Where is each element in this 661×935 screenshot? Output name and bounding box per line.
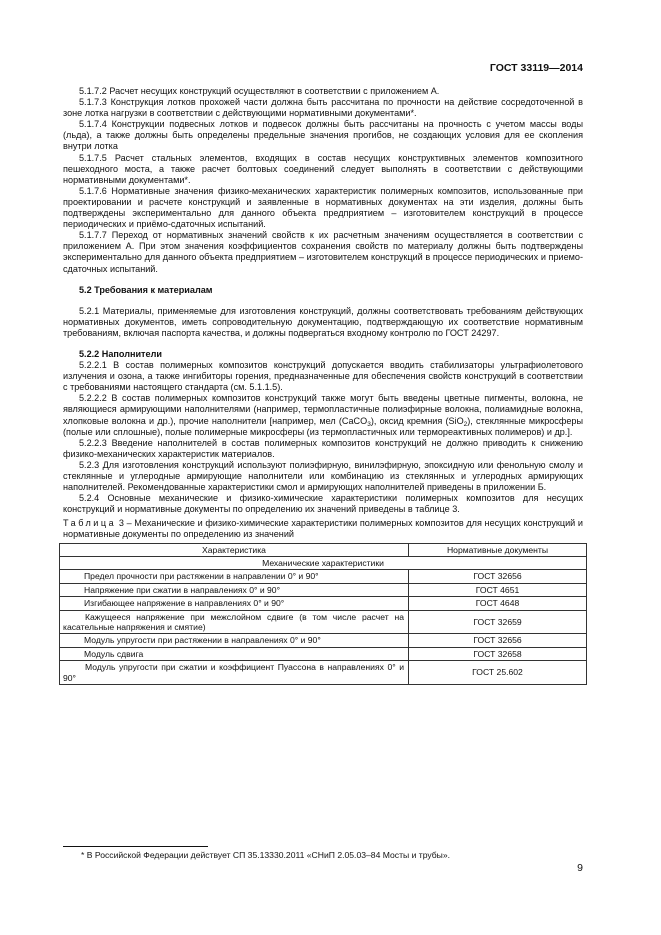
cell-document: ГОСТ 32656 — [409, 634, 587, 647]
characteristics-table — [59, 543, 587, 685]
paragraph-5-1-7-6: 5.1.7.6 Нормативные значения физико-механических характеристик полимерных композитов, использованные при проектировании и расчете конструкций и заявленные в нормативных документах на эти изделия, должны быть подтверждены экспериментально для данного объекта предприятием – изготовителем конструкций в процессе периодических и приёмо-сдаточных испытаний. — [63, 185, 583, 230]
cell-characteristic: Модуль упругости при сжатии и коэффициент Пуассона в направлениях 0° и 90° — [60, 661, 409, 685]
paragraph-5-2-2-1: 5.2.2.1 В состав полимерных композитов конструкций допускается вводить стабилизаторы ультрафиолетового излучения и озона, а также ингибиторы горения, предназначенные для обеспечения свойств конструкций в соответствии с требованиями настоящего стандарта (см. 5.1.1.5). — [63, 360, 583, 393]
paragraph-5-2-2-3: 5.2.2.3 Введение наполнителей в состав полимерных композитов конструкций не должно приводить к снижению физико-механических характеристик материалов. — [63, 437, 583, 459]
paragraph-5-1-7-3: 5.1.7.3 Конструкция лотков прохожей части должна быть рассчитана по прочности на действие сосредоточенной в зоне лотка нагрузки в соответствии с действующими нормативными документами*. — [63, 97, 583, 119]
paragraph-5-1-7-7: 5.1.7.7 Переход от нормативных значений свойств к их расчетным значениям осуществляется в соответствии с приложением А. При этом значения коэффициентов сохранения свойств по материалу должны быть подтверждены экспериментально для данного объекта предприятием – изготовителем конструкций в процессе периодических и приемо-сдаточных испытаний. — [63, 230, 583, 274]
standard-header: ГОСТ 33119—2014 — [489, 62, 583, 74]
table-row — [60, 570, 587, 583]
table-row — [60, 583, 587, 596]
table-row — [60, 597, 587, 610]
paragraph-5-1-7-2: 5.1.7.2 Расчет несущих конструкций осуществляют в соответствии с приложением А. — [79, 86, 440, 96]
paragraph-5-2-3: 5.2.3 Для изготовления конструкций используют полиэфирную, винилэфирную, эпоксидную или фенольную смолу и стеклянные и углеродные армирующие наполнители или комбинацию из стеклянных и углеродных армирующих наполнителей. Рекомендованные характеристики смол и армирующих наполнителей приведены в приложении Б. — [63, 459, 583, 493]
cell-document: ГОСТ 4648 — [409, 597, 587, 610]
col-header-characteristic: Характеристика — [60, 543, 409, 556]
cell-characteristic: Модуль упругости при растяжении в направлениях 0° и 90° — [60, 634, 409, 647]
paragraph-5-1-7-4: 5.1.7.4 Конструкции подвесных лотков и подвесок должны быть рассчитаны на прочность с учетом массы воды (льда), а также должны быть определены предельные значения прогибов, не создающих условия для ее скопления внутри лотка — [63, 119, 583, 152]
cell-characteristic: Напряжение при сжатии в направлениях 0° и 90° — [60, 583, 409, 596]
paragraph-5-2-1: 5.2.1 Материалы, применяемые для изготовления конструкций, должны соответствовать требованиям действующих нормативных документов, иметь сопроводительную документацию, подтверждающую их соответствие нормативным требованиям, включая паспорта качества, и должны подвергаться входному контролю по ГОСТ 24297. — [63, 305, 583, 338]
table-row — [60, 634, 587, 647]
table-header-row — [60, 543, 587, 556]
cell-document: ГОСТ 32656 — [409, 570, 587, 583]
group-header-mechanical: Механические характеристики — [60, 556, 587, 569]
table-caption-label: Таблица — [63, 518, 117, 529]
table-caption-text: 3 – Механические и физико-химические характеристики полимерных композитов для несущих конструкций и нормативные документы по определению из значений — [63, 518, 583, 540]
cell-characteristic: Предел прочности при растяжении в направлении 0° и 90° — [60, 570, 409, 583]
table-group-row — [60, 556, 587, 569]
table-row — [60, 610, 587, 634]
cell-characteristic: Изгибающее напряжение в направлениях 0° и 90° — [60, 597, 409, 610]
table-caption — [63, 518, 583, 540]
section-heading-5-2-2: 5.2.2 Наполнители — [79, 348, 162, 359]
cell-characteristic: Модуль сдвига — [60, 647, 409, 660]
cell-characteristic: Кажущееся напряжение при межслойном сдвиге (в том числе расчет на касательные напряжения и смятие) — [60, 610, 409, 634]
cell-document: ГОСТ 4651 — [409, 583, 587, 596]
cell-document: ГОСТ 32659 — [409, 610, 587, 634]
paragraph-5-1-7-5: 5.1.7.5 Расчет стальных элементов, входящих в состав несущих конструктивных элементов композитного пешеходного моста, а также расчет болтовых соединений следует выполнять в соответствии с действующими нормативными документами*. — [63, 152, 583, 185]
table-row — [60, 661, 587, 685]
page-number: 9 — [577, 862, 583, 874]
paragraph-5-2-2-2: 5.2.2.2 В состав полимерных композитов конструкций также могут быть введены цветные пигменты, волокна, не являющиеся армирующими наполнителями (например, термопластичные полиэфирные волокна, полиамидные волокна, хлопковые волокна и др.), прочие наполнители [например, мел (CaCO$_3$), оксид кремния (SiO$_2$), стеклянные микросферы (полые или сплошные), полые полимерные микросферы (из термопластичных или термореактивных полимеров) и др.]. — [63, 393, 583, 437]
cell-document: ГОСТ 25.602 — [409, 661, 587, 685]
table-row — [60, 647, 587, 660]
footnote-divider — [63, 846, 208, 847]
section-heading-5-2: 5.2 Требования к материалам — [79, 284, 213, 295]
paragraph-5-2-4: 5.2.4 Основные механические и физико-химические характеристики полимерных композитов для несущих конструкций и нормативные документы по определению их значений приведены в таблице 3. — [63, 493, 583, 515]
page-body — [63, 86, 583, 685]
cell-document: ГОСТ 32658 — [409, 647, 587, 660]
footnote: * В Российской Федерации действует СП 35.13330.2011 «СНиП 2.05.03–84 Мосты и трубы». — [81, 850, 451, 860]
col-header-documents: Нормативные документы — [409, 543, 587, 556]
